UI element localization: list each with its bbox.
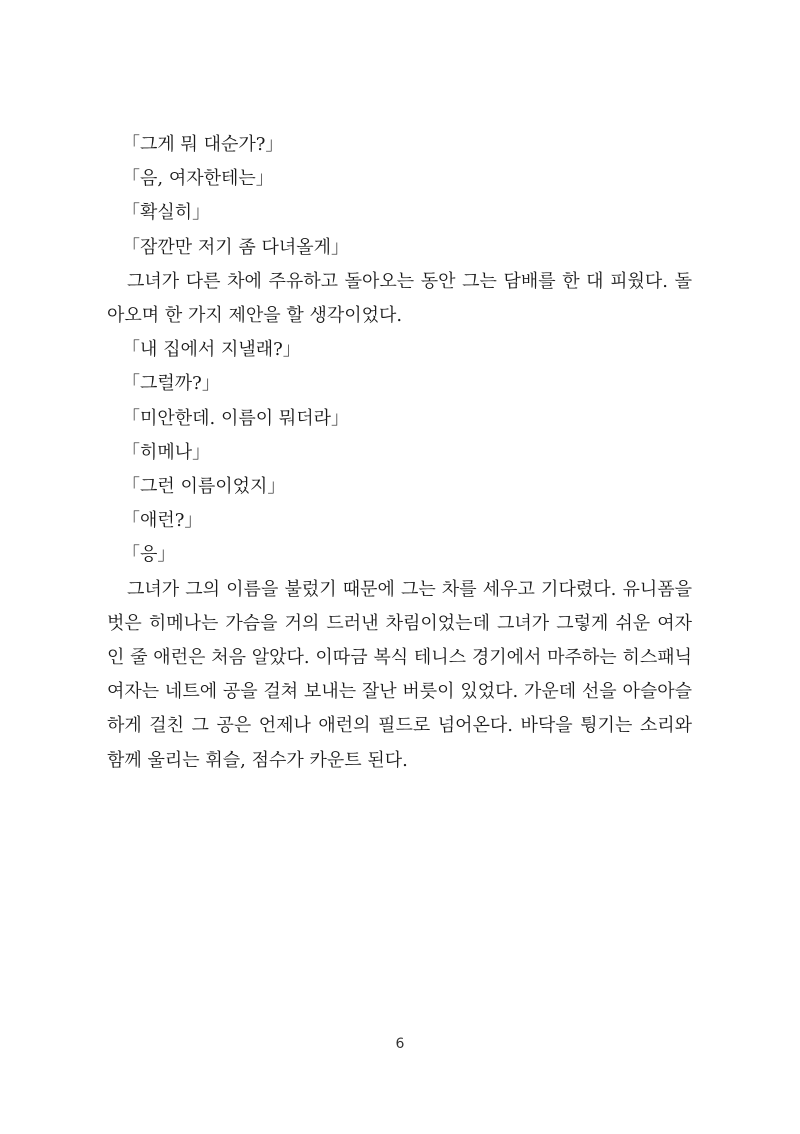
dialogue-line: 「음, 여자한테는」 xyxy=(122,168,274,190)
dialogue-line: 「응」 xyxy=(122,544,176,566)
dialogue-line: 「애런?」 xyxy=(122,510,203,532)
dialogue-line: 「미안한데. 이름이 뭐더라」 xyxy=(122,407,350,429)
dialogue-line: 「그럴까?」 xyxy=(122,373,220,395)
dialogue-line: 「히메나」 xyxy=(122,441,211,463)
dialogue-line: 「잠깐만 저기 좀 다녀올게」 xyxy=(122,236,350,258)
body-text xyxy=(107,128,692,778)
narration-paragraph: 그녀가 그의 이름을 불렀기 때문에 그는 차를 세우고 기다렸다. 유니폼을 벗은 히메나는 가슴을 거의 드러낸 차림이었는데 그녀가 그렇게 쉬운 여자인 줄 애런은 처음 알았다. 이따금 복식 테니스 경기에서 마주하는 히스패닉 여자는 네트에 공을 걸쳐 보내는 잘난 버릇이 있었다. 가운데 선을 아슬아슬하게 걸친 그 공은 언제나 애런의 필드로 넘어온다. 바닥을 튕기는 소리와 함께 울리는 휘슬, 점수가 카운트 된다. xyxy=(107,578,692,771)
narration-paragraph: 그녀가 다른 차에 주유하고 돌아오는 동안 그는 담배를 한 대 피웠다. 돌아오며 한 가지 제안을 할 생각이었다. xyxy=(107,270,692,327)
dialogue-line: 「확실히」 xyxy=(122,202,211,224)
dialogue-line: 「내 집에서 지낼래?」 xyxy=(122,339,301,361)
page-number: 6 xyxy=(395,1036,405,1052)
dialogue-line: 「그런 이름이었지」 xyxy=(122,476,286,498)
dialogue-line: 「그게 뭐 대순가?」 xyxy=(122,134,284,155)
